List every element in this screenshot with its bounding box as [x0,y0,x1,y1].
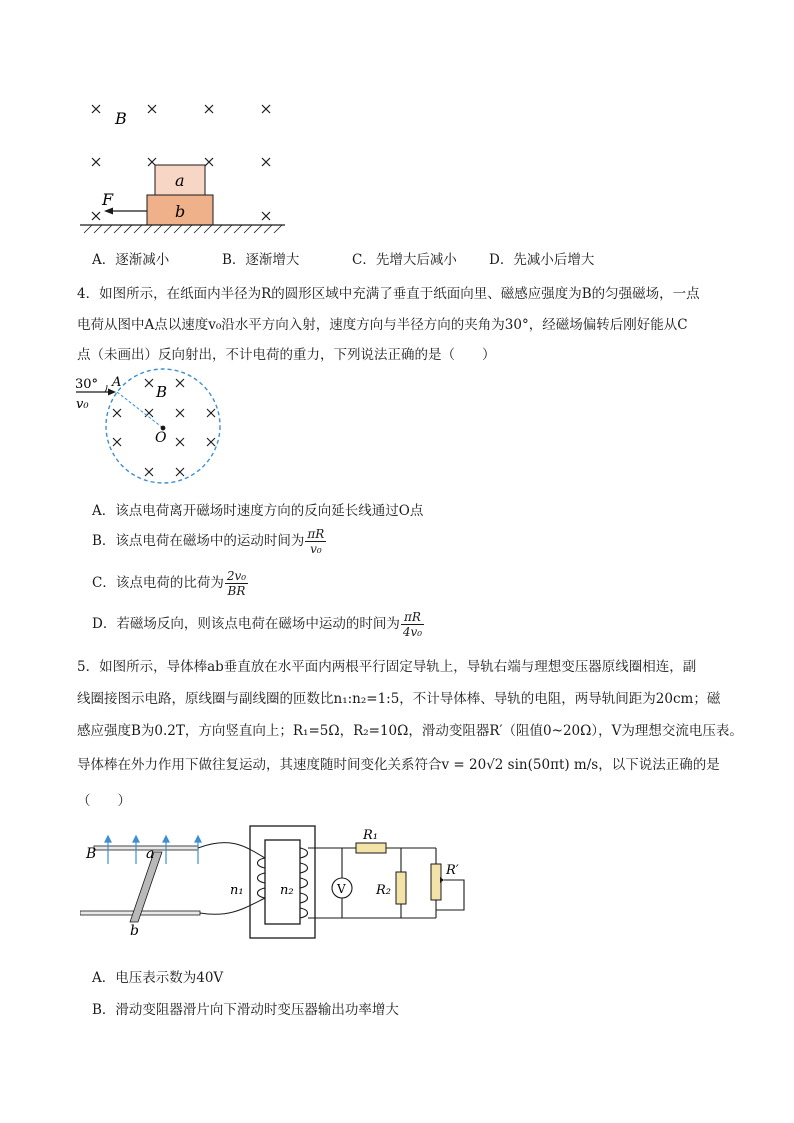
fraction: $\frac{\pi R}{\text{v₀}}$ [307,527,325,556]
q4-option-a[interactable]: A．该点电荷离开磁场时速度方向的反向延长线通过O点 [92,503,424,519]
q4-option-b[interactable] [92,527,327,556]
field-cross [205,105,213,113]
q4-option-d[interactable] [92,610,425,639]
q5-stem-line5: （ ） [77,793,131,809]
q5-stem-line1: 5．如图所示，导体棒ab垂直放在水平面内两根平行固定导轨上，导轨右端与理想变压器原线圈相连，副 [77,659,697,675]
label-B: B [115,109,127,128]
q5-stem-line3: 感应强度B为0.2T，方向竖直向上；R₁=5Ω，R₂=10Ω，滑动变阻器R′（阻值0~20Ω），V为理想交流电压表。 [77,723,743,739]
voltmeter-label: V [337,882,346,896]
label-B: B [156,383,168,401]
label-v0: v₀ [76,397,89,412]
q4-stem-line1: 4．如图所示，在纸面内半径为R的圆形区域中充满了垂直于纸面向里、磁感应强度为B的匀强磁场，一点 [77,286,700,302]
label-Rp: R′ [446,863,459,878]
label-a: a [146,846,155,862]
label-n2: n₂ [280,883,294,898]
field-cross [92,105,100,113]
option-text: 先增大后减小 [375,252,457,268]
q5-stem-line4: 导体棒在外力作用下做往复运动，其速度随时间变化关系符合v = 20√2 sin(50πt) m/s，以下说法正确的是 [77,757,720,773]
q4-stem-line3: 点（未画出）反向射出，不计电荷的重力，下列说法正确的是（ ） [77,347,496,363]
label-R2: R₂ [376,883,391,898]
label-b: b [130,923,139,939]
option-text: D．若磁场反向，则该点电荷在磁场中运动的时间为 [92,616,400,632]
q5-option-b[interactable]: B．滑动变阻器滑片向下滑动时变压器输出功率增大 [92,1002,399,1018]
field-cross [262,105,270,113]
option-letter: A． [92,252,116,268]
label-A: A [112,375,122,390]
transformer-core [250,826,315,938]
fraction: $\frac{\text{2v₀}}{BR}$ [226,569,247,598]
q4-stem-line2: 电荷从图中A点以速度v₀沿水平方向入射，速度方向与半径方向的夹角为30°，经磁场偏转后刚好能从C [77,317,688,333]
q3-option-b[interactable] [222,248,299,268]
option-letter: D． [489,252,514,268]
fraction: $\frac{\pi R}{\text{4v₀}}$ [402,610,423,639]
option-text: 逐渐增大 [245,252,300,268]
label-F: F [102,190,114,209]
label-b: b [175,202,186,221]
option-text: 先减小后增大 [513,252,595,268]
q5-stem-line2: 线圈接图示电路，原线圈与副线圈的匝数比n₁:n₂=1:5，不计导体棒、导轨的电阻，两导轨间距为20cm；磁 [77,691,721,707]
rheostat [431,864,441,900]
figure-transformer-circuit [80,818,480,940]
resistor-R2 [396,872,406,904]
label-R1: R₁ [363,828,378,843]
option-text: C．该点电荷的比荷为 [92,575,224,591]
resistor-R1 [356,843,386,853]
label-a: a [175,171,185,190]
figure-circular-field [70,368,230,488]
field-cross [148,105,156,113]
label-O: O [155,430,167,446]
figure-blocks-in-field [80,95,290,235]
q3-option-d[interactable] [489,248,594,268]
q4-option-c[interactable] [92,569,249,598]
option-letter: B． [222,252,246,268]
angle-label: 30° [75,377,99,392]
option-letter: C． [352,252,376,268]
option-text: 逐渐减小 [115,252,170,268]
q3-option-c[interactable] [352,248,457,268]
q3-option-a[interactable] [92,248,169,268]
label-B: B [86,846,97,862]
label-n1: n₁ [230,883,244,898]
q5-option-a[interactable]: A．电压表示数为40V [92,970,224,986]
option-text: B．该点电荷在磁场中的运动时间为 [92,533,305,549]
